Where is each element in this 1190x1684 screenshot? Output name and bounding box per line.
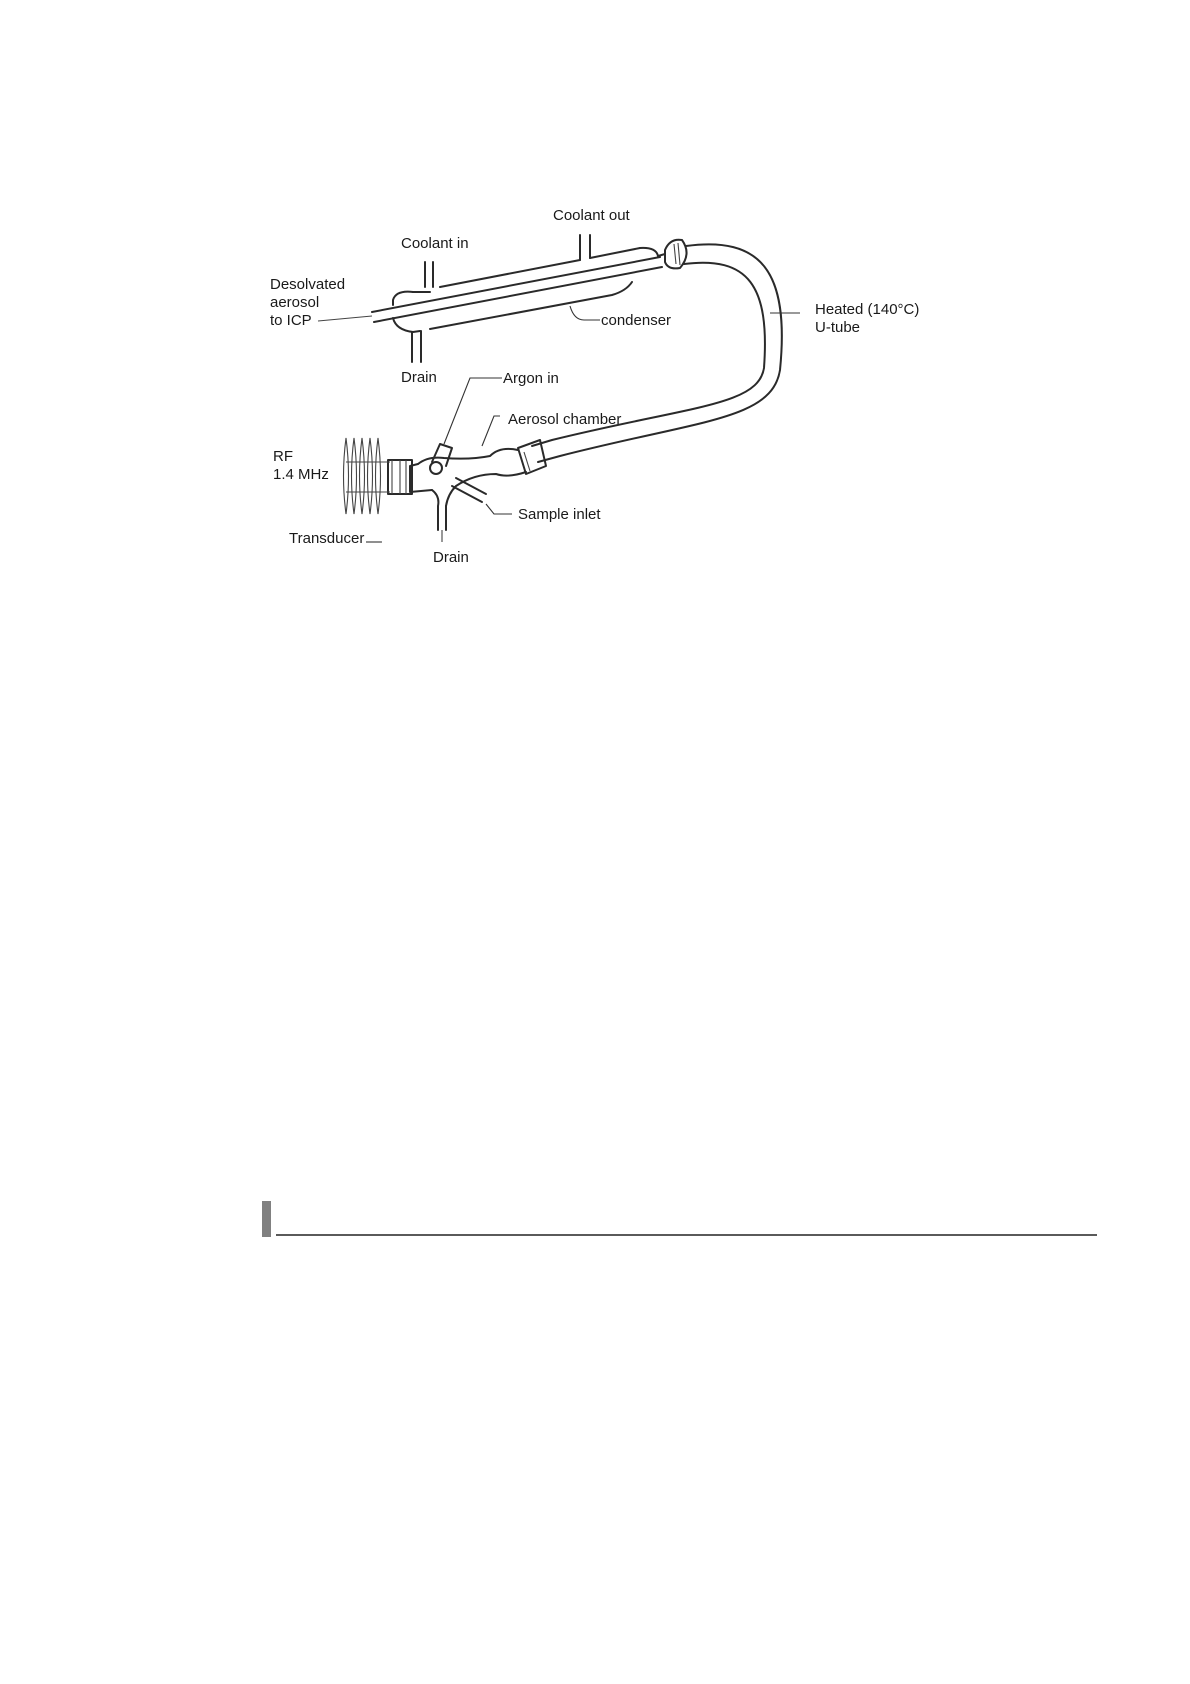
heated-u-tube <box>532 244 782 462</box>
label-argon-in: Argon in <box>503 370 559 387</box>
label-heated-line-1: Heated (140°C) <box>815 301 920 318</box>
label-desolvated-line-2: aerosol <box>270 294 320 311</box>
label-condenser: condenser <box>601 312 672 329</box>
label-desolvated-line-3: to ICP <box>270 312 312 329</box>
aerosol-chamber <box>410 440 546 542</box>
label-drain-bottom: Drain <box>433 549 469 566</box>
transducer <box>344 438 413 514</box>
label-rf-line-2: 1.4 MHz <box>273 466 329 483</box>
label-aerosol-chamber: Aerosol chamber <box>508 411 622 428</box>
label-desolvated-line-1: Desolvated <box>270 276 346 293</box>
section-rule-line <box>276 1234 1097 1236</box>
label-sample-inlet: Sample inlet <box>518 506 601 523</box>
condenser <box>318 235 687 362</box>
section-divider <box>262 1201 1097 1237</box>
label-coolant-out: Coolant out <box>553 207 630 224</box>
label-heated-line-2: U-tube <box>815 319 861 336</box>
label-transducer: Transducer <box>289 530 365 547</box>
label-coolant-in: Coolant in <box>401 235 469 252</box>
label-drain-top: Drain <box>401 369 437 386</box>
label-rf-line-1: RF <box>273 448 293 465</box>
diagram-labels <box>270 207 919 566</box>
ultrasonic-nebulizer-diagram <box>0 0 1190 640</box>
section-marker <box>262 1201 271 1237</box>
